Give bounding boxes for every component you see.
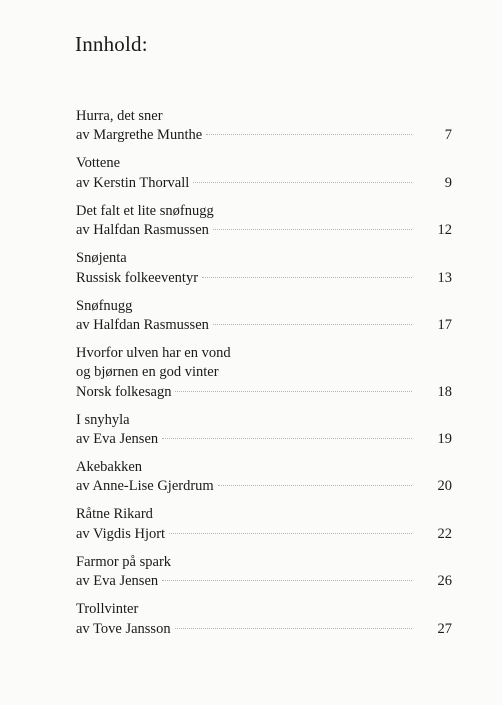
toc-entry-last-line [76,221,452,240]
page-number: 7 [444,127,452,144]
toc-entry-last-line [76,383,452,402]
dot-leader [175,628,412,629]
dot-leader [206,134,412,135]
toc-entry-subtitle: av Eva Jensen [76,431,159,448]
toc-entry-subtitle: av Anne-Lise Gjerdrum [76,478,214,495]
toc-entry-title-line: Snøjenta [76,250,127,267]
toc-entry[interactable] [76,249,452,288]
toc-entry[interactable] [76,411,452,450]
page-number: 19 [437,431,452,448]
toc-entry-title-line: Snøfnugg [76,297,133,314]
toc-entry-title-line: Det falt et lite snøfnugg [76,202,214,219]
toc-entry-last-line [76,620,452,639]
dot-leader [169,533,412,534]
dot-leader [175,391,412,392]
toc-entry-title-line: Hurra, det sner [76,108,163,124]
toc-entry-last-line [76,174,452,193]
toc-entry-last-line [76,126,452,145]
page-number: 17 [437,316,452,333]
toc-entry-subtitle: av Tove Jansson [76,620,171,637]
dot-leader [218,485,412,486]
toc-entry-last-line [76,430,452,449]
toc-entry-title-line: Farmor på spark [76,553,172,570]
page-number: 12 [437,222,452,239]
toc-entry-subtitle: av Kerstin Thorvall [76,174,190,191]
dot-leader [213,324,412,325]
page-number: 9 [444,174,452,191]
page-number: 18 [437,383,452,400]
toc-entry-title-line: Trollvinter [76,601,139,618]
toc-entry-title-line: Vottene [76,155,121,172]
toc-entry-last-line [76,269,452,288]
toc-entry-title-line: Akebakken [76,459,143,476]
toc-entry[interactable] [76,553,452,592]
toc-entry-title-line: Råtne Rikard [76,506,153,523]
toc-entry-title-line: og bjørnen en god vinter [76,364,219,381]
toc-entry[interactable] [76,154,452,193]
dot-leader [213,229,412,230]
toc-entry-last-line [76,572,452,591]
toc-entry[interactable] [76,344,452,402]
toc-entry-last-line [76,525,452,544]
page-number: 22 [437,525,452,542]
toc-entry-subtitle: av Margrethe Munthe [76,127,203,144]
toc-entry-subtitle: av Halfdan Rasmussen [76,222,209,239]
toc-entry-subtitle: av Vigdis Hjort [76,525,166,542]
dot-leader [202,277,412,278]
page-title: Innhold: [75,32,148,56]
dot-leader [162,580,412,581]
toc-entry-title-line: I snyhyla [76,411,130,428]
page-number: 27 [437,620,452,637]
toc-entry-subtitle: av Halfdan Rasmussen [76,316,209,333]
toc-entry[interactable] [76,107,452,146]
toc-entry-last-line [76,477,452,496]
toc-entry-title-line: Hvorfor ulven har en vond [76,344,231,361]
toc-entry[interactable] [76,458,452,497]
page-number: 20 [437,478,452,495]
toc-entry-subtitle: av Eva Jensen [76,573,159,590]
page-number: 26 [437,573,452,590]
page-number: 13 [437,269,452,286]
toc-entry-subtitle: Russisk folkeeventyr [76,269,199,286]
toc-entry[interactable] [76,600,452,639]
toc-entry[interactable] [76,202,452,241]
toc-entry-last-line [76,316,452,335]
dot-leader [162,438,412,439]
toc-entry[interactable] [76,505,452,544]
dot-leader [193,182,412,183]
table-of-contents [76,107,452,639]
toc-entry[interactable] [76,297,452,336]
toc-entry-subtitle: Norsk folkesagn [76,383,172,400]
